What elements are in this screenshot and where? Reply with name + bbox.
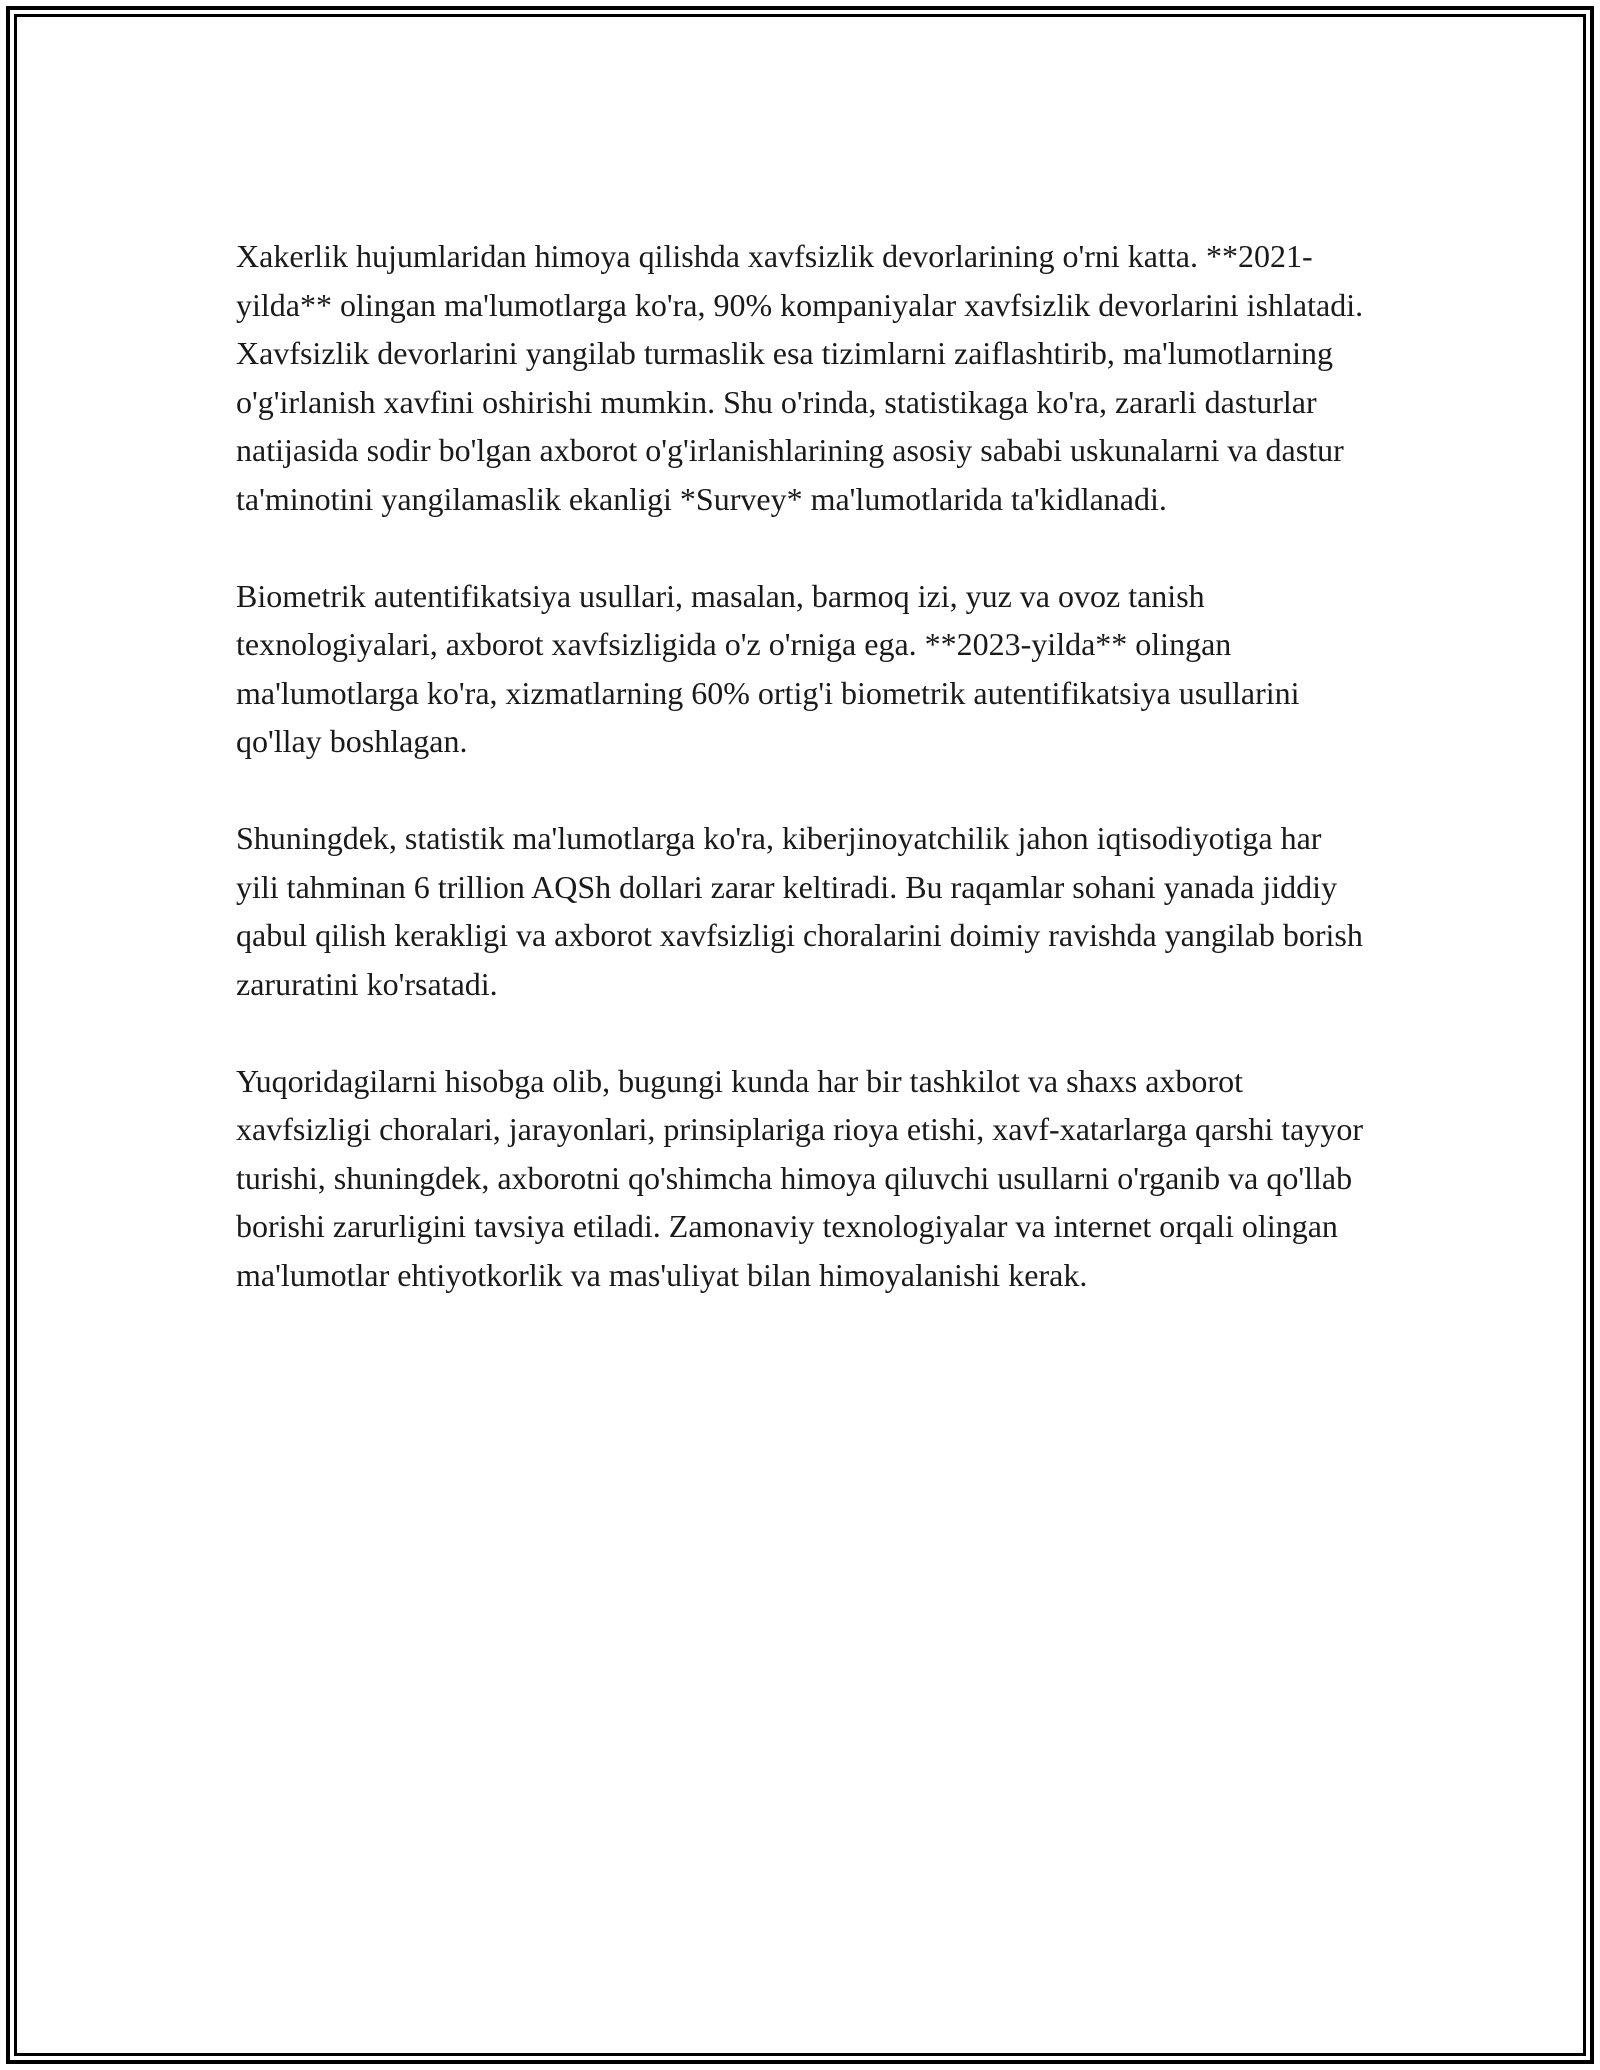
paragraph-firewalls: Xakerlik hujumlaridan himoya qilishda xavfsizlik devorlarining o'rni katta. **2021-yilda** olingan ma'lumotlarga ko'ra, 90% kompaniyalar xavfsizlik devorlarini ishlatadi. Xavfsizlik devorlarini yangilab turmaslik esa tizimlarni zaiflashtirib, ma'lumotlarning o'g'irlanish xavfini oshirishi mumkin. Shu o'rinda, statistikaga ko'ra, zararli dasturlar natijasida sodir bo'lgan axborot o'g'irlanishlarining asosiy sababi uskunalarni va dastur ta'minotini yangilamaslik ekanligi *Survey* ma'lumotlarida ta'kidlanadi.	[236, 238, 1364, 517]
document-body	[236, 232, 1371, 1348]
paragraph-cybercrime-cost: Shuningdek, statistik ma'lumotlarga ko'ra, kiberjinoyatchilik jahon iqtisodiyotiga har yili tahminan 6 trillion AQSh dollari zarar keltiradi. Bu raqamlar sohani yanada jiddiy qabul qilish kerakligi va axborot xavfsizligi choralarini doimiy ravishda yangilab borish zaruratini ko'rsatadi.	[236, 820, 1363, 1002]
paragraph-recommendations: Yuqoridagilarni hisobga olib, bugungi kunda har bir tashkilot va shaxs axborot xavfsizligi choralari, jarayonlari, prinsiplariga rioya etishi, xavf-xatarlarga qarshi tayyor turishi, shuningdek, axborotni qo'shimcha himoya qiluvchi usullarni o'rganib va qo'llab borishi zarurligini tavsiya etiladi. Zamonaviy texnologiyalar va internet orqali olingan ma'lumotlar ehtiyotkorlik va mas'uliyat bilan himoyalanishi kerak.	[236, 1062, 1363, 1293]
paragraph-biometrics: Biometrik autentifikatsiya usullari, masalan, barmoq izi, yuz va ovoz tanish texnologiyalari, axborot xavfsizligida o'z o'rniga ega. **2023-yilda** olingan ma'lumotlarga ko'ra, xizmatlarning 60% ortig'i biometrik autentifikatsiya usullarini qo'llay boshlagan.	[236, 577, 1300, 759]
